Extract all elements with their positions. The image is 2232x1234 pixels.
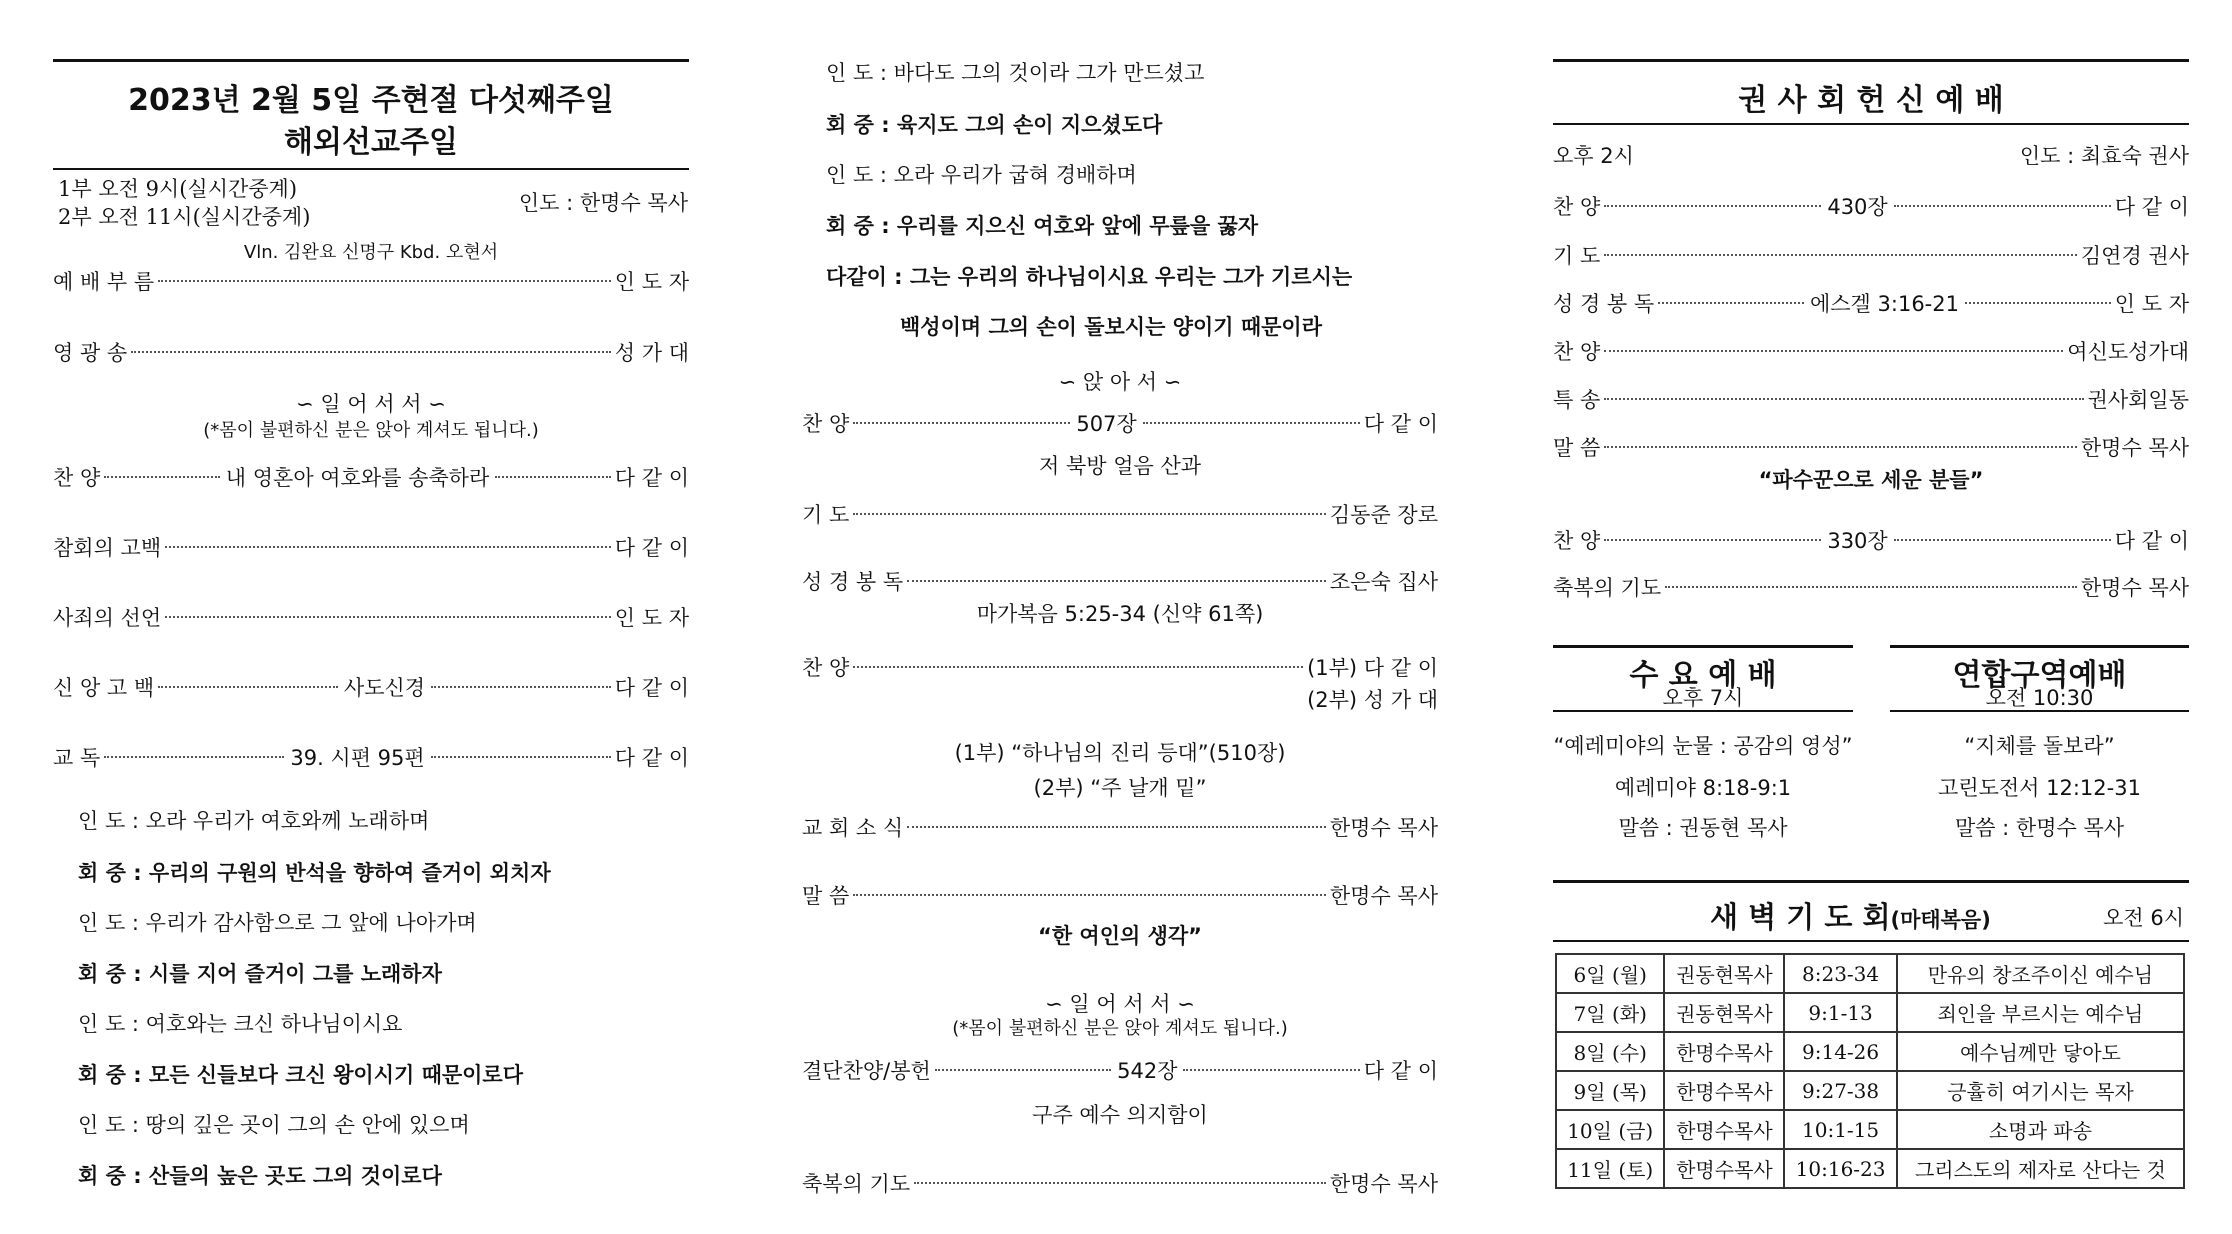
order-row (1553, 336, 2189, 366)
wed-service-time: 오후 7시 (1662, 686, 1744, 710)
responsive-reading-line: 인 도 : 우리가 감사함으로 그 앞에 나아가며 (78, 911, 477, 935)
wed-sermon-title: “예레미야의 눈물 : 공감의 영성” (1553, 734, 1853, 758)
order-label: 기 도 (1553, 244, 1601, 268)
stand-marker: ∽ 일 어 서 서 ∽ (1045, 992, 1195, 1016)
stand-note: (*몸이 불편하신 분은 앉아 계셔도 됩니다.) (203, 420, 539, 441)
schedule-topic: 만유의 창조주이신 예수님 (1897, 954, 2184, 993)
order-person: 다 같 이 (614, 536, 689, 560)
top-rule (1553, 59, 2189, 62)
order-detail: 507장 (1076, 412, 1137, 436)
order-detail: 430장 (1827, 195, 1888, 219)
responsive-reading-line: 회 중 : 시를 지어 즐거이 그를 노래하자 (78, 962, 442, 986)
wed-rule-bottom (1553, 710, 1853, 712)
order-person: 다 같 이 (614, 676, 690, 700)
order-row (1553, 525, 2189, 555)
order-person: 성 가 대 (614, 341, 689, 365)
schedule-date: 11일 (토) (1556, 1149, 1664, 1188)
schedule-preacher: 한명수목사 (1664, 1110, 1784, 1149)
union-preacher: 말씀 : 한명수 목사 (1954, 816, 2125, 840)
order-label: 말 씀 (802, 884, 850, 908)
responsive-reading-line: 다같이 : 그는 우리의 하나님이시요 우리는 그가 기르시는 (826, 265, 1353, 289)
order-person: 다 같 이 (1363, 1059, 1439, 1083)
anthem-title-1: (1부) “하나님의 진리 등대”(510장) (954, 741, 1286, 765)
dawn-subtitle: (마태복음) (1890, 908, 1991, 932)
dedication-service-title: 권 사 회 헌 신 예 배 (1738, 83, 2004, 118)
sit-marker: ∽ 앉 아 서 ∽ (1058, 370, 1182, 394)
order-person: 한명수 목사 (1329, 816, 1438, 840)
order-detail: 사도신경 (343, 676, 426, 700)
order-person: 다 같 이 (2114, 195, 2189, 219)
order-label: 찬 양 (1553, 195, 1601, 219)
order-detail: 에스겔 3:16-21 (1809, 292, 1959, 316)
order-row (1553, 191, 2189, 221)
schedule-preacher: 권동현목사 (1664, 954, 1784, 993)
order-label: 찬 양 (802, 656, 850, 680)
union-service-title: 연합구역예배 (1952, 658, 2127, 693)
wed-service-title: 수 요 예 배 (1629, 658, 1777, 693)
dawn-schedule-table (1555, 953, 2185, 1189)
dedication-leader: 인도 : 최효숙 권사 (2019, 144, 2189, 168)
order-person: (1부) 다 같 이 (1307, 656, 1438, 680)
responsive-reading-line: 인 도 : 오라 우리가 여호와께 노래하며 (78, 809, 430, 833)
order-person: 인 도 자 (614, 270, 689, 294)
order-person: 한명수 목사 (1329, 884, 1438, 908)
order-row (1553, 240, 2189, 270)
schedule-preacher: 한명수목사 (1664, 1149, 1784, 1188)
hymn-title: 저 북방 얼음 산과 (1038, 454, 1202, 478)
order-person: 조은숙 집사 (1329, 570, 1438, 594)
order-label: 말 씀 (1553, 436, 1601, 460)
bulletin-title: 2023년 2월 5일 주현절 다섯째주일 (128, 83, 614, 118)
order-row (802, 880, 1438, 910)
wed-preacher: 말씀 : 권동현 목사 (1618, 816, 1788, 840)
responsive-reading-line: 인 도 : 오라 우리가 굽혀 경배하며 (826, 163, 1137, 187)
schedule-topic: 죄인을 부르시는 예수님 (1897, 993, 2184, 1032)
schedule-preacher: 한명수목사 (1664, 1071, 1784, 1110)
sermon-title: “파수꾼으로 세운 분들” (1758, 468, 1984, 492)
order-label: 축복의 기도 (1553, 576, 1662, 600)
order-person: 여신도성가대 (2067, 340, 2189, 364)
order-row (1553, 432, 2189, 462)
table-row (1556, 1032, 2184, 1071)
order-person: 인 도 자 (2114, 292, 2190, 316)
responsive-reading-line: 인 도 : 바다도 그의 것이라 그가 만드셨고 (826, 61, 1205, 85)
wed-scripture: 예레미야 8:18-9:1 (1614, 776, 1792, 800)
dawn-prayer-time: 오전 6시 (2103, 906, 2184, 930)
offering-hymn-title: 구주 예수 의지함이 (1032, 1103, 1208, 1127)
dawn-rule (1553, 880, 2189, 883)
order-person-2: (2부) 성 가 대 (1307, 688, 1438, 712)
title-rule (53, 168, 689, 170)
bulletin-subtitle: 해외선교주일 (284, 125, 458, 160)
responsive-reading-line: 인 도 : 땅의 깊은 곳이 그의 손 안에 있으며 (78, 1113, 470, 1137)
schedule-topic: 긍휼히 여기시는 목자 (1897, 1071, 2184, 1110)
order-person: 한명수 목사 (2080, 436, 2189, 460)
stand-marker: ∽ 일 어 서 서 ∽ (296, 392, 446, 416)
table-row (1556, 993, 2184, 1032)
order-row (1553, 288, 2189, 318)
union-service-time: 오전 10:30 (1985, 686, 2094, 710)
dawn-title-text: 새 벽 기 도 회 (1710, 900, 1891, 934)
scripture-reference: 마가복음 5:25-34 (신약 61쪽) (976, 602, 1264, 626)
table-row (1556, 1071, 2184, 1110)
responsive-reading-line: 백성이며 그의 손이 돌보시는 양이기 때문이라 (900, 315, 1322, 339)
order-person: 다 같 이 (1363, 412, 1438, 436)
schedule-scripture: 9:14-26 (1784, 1032, 1897, 1071)
schedule-date: 6일 (월) (1556, 954, 1664, 993)
responsive-reading-line: 회 중 : 우리의 구원의 반석을 향하여 즐거이 외치자 (78, 861, 551, 885)
union-rule (1890, 645, 2189, 648)
schedule-scripture: 10:1-15 (1784, 1110, 1897, 1149)
union-sermon-title: “지체를 돌보라” (1964, 734, 2115, 758)
top-rule (53, 59, 689, 62)
schedule-topic: 그리스도의 제자로 산다는 것 (1897, 1149, 2184, 1188)
order-label: 결단찬양/봉헌 (802, 1059, 931, 1083)
order-row (1553, 384, 2189, 414)
table-row (1556, 1110, 2184, 1149)
stand-note: (*몸이 불편하신 분은 앉아 계셔도 됩니다.) (952, 1018, 1288, 1039)
responsive-reading-line: 회 중 : 우리를 지으신 여호와 앞에 무릎을 꿇자 (826, 214, 1259, 238)
union-rule-bottom (1890, 710, 2189, 712)
responsive-reading-line: 인 도 : 여호와는 크신 하나님이시요 (78, 1012, 403, 1036)
schedule-date: 9일 (목) (1556, 1071, 1664, 1110)
schedule-scripture: 9:27-38 (1784, 1071, 1897, 1110)
order-row (53, 462, 689, 492)
sermon-title: “한 여인의 생각” (1038, 924, 1202, 948)
schedule-preacher: 권동현목사 (1664, 993, 1784, 1032)
wed-rule (1553, 645, 1853, 648)
order-row (802, 1055, 1438, 1085)
order-row (802, 408, 1438, 438)
anthem-title-2: (2부) “주 날개 밑” (1033, 776, 1207, 800)
schedule-date: 10일 (금) (1556, 1110, 1664, 1149)
order-label: 찬 양 (53, 466, 101, 490)
title-rule (1553, 123, 2189, 125)
order-detail: 39. 시편 95편 (290, 746, 425, 770)
order-label: 찬 양 (802, 412, 850, 436)
order-row (802, 812, 1438, 842)
order-label: 영 광 송 (53, 341, 128, 365)
table-row (1556, 1149, 2184, 1188)
schedule-scripture: 9:1-13 (1784, 993, 1897, 1032)
order-label: 특 송 (1553, 388, 1601, 412)
service-time-1: 1부 오전 9시(실시간중계) (58, 177, 298, 201)
schedule-date: 7일 (화) (1556, 993, 1664, 1032)
order-row (53, 602, 689, 632)
order-person: 인 도 자 (614, 606, 689, 630)
order-label: 기 도 (802, 503, 850, 527)
order-row (53, 532, 689, 562)
order-person: 김동준 장로 (1329, 503, 1438, 527)
schedule-scripture: 8:23-34 (1784, 954, 1897, 993)
order-person: 김연경 권사 (2080, 244, 2189, 268)
order-label: 사죄의 선언 (53, 606, 162, 630)
order-row (1553, 572, 2189, 602)
order-row (802, 652, 1438, 682)
order-detail: 542장 (1117, 1059, 1178, 1083)
order-row (53, 742, 689, 772)
order-label: 성 경 봉 독 (1553, 292, 1655, 316)
service-leader: 인도 : 한명수 목사 (518, 191, 688, 215)
order-detail: 330장 (1827, 529, 1888, 553)
order-row (802, 499, 1438, 529)
order-label: 찬 양 (1553, 340, 1601, 364)
order-label: 교 회 소 식 (802, 816, 904, 840)
dedication-time: 오후 2시 (1553, 144, 1634, 168)
order-person: 다 같 이 (2114, 529, 2189, 553)
schedule-date: 8일 (수) (1556, 1032, 1664, 1071)
schedule-scripture: 10:16-23 (1784, 1149, 1897, 1188)
table-row (1556, 954, 2184, 993)
dawn-rule-bottom (1553, 940, 2189, 942)
responsive-reading-line: 회 중 : 모든 신들보다 크신 왕이시기 때문이로다 (78, 1063, 524, 1087)
order-label: 축복의 기도 (802, 1172, 911, 1196)
order-label: 참회의 고백 (53, 536, 162, 560)
order-row (802, 1168, 1438, 1198)
service-time-2: 2부 오전 11시(실시간중계) (58, 205, 311, 229)
order-label: 성 경 봉 독 (802, 570, 904, 594)
order-person: 한명수 목사 (1329, 1172, 1438, 1196)
order-person: 다 같 이 (614, 746, 690, 770)
order-detail: 내 영혼아 여호와를 송축하라 (225, 466, 490, 490)
schedule-topic: 소명과 파송 (1897, 1110, 2184, 1149)
order-row (53, 266, 689, 296)
responsive-reading-line: 회 중 : 육지도 그의 손이 지으셨도다 (826, 113, 1163, 137)
order-person: 권사회일동 (2087, 388, 2189, 412)
order-person: 다 같 이 (614, 466, 689, 490)
dawn-prayer-title (1710, 895, 1991, 936)
order-row (53, 337, 689, 367)
schedule-preacher: 한명수목사 (1664, 1032, 1784, 1071)
responsive-reading-line: 회 중 : 산들의 높은 곳도 그의 것이로다 (78, 1164, 442, 1188)
order-label: 예 배 부 름 (53, 270, 155, 294)
instrumentalists: Vln. 김완요 신명구 Kbd. 오현서 (243, 242, 499, 263)
order-person: 한명수 목사 (2080, 576, 2189, 600)
order-label: 찬 양 (1553, 529, 1601, 553)
order-label: 신 앙 고 백 (53, 676, 155, 700)
order-row (802, 566, 1438, 596)
order-row (53, 672, 689, 702)
union-scripture: 고린도전서 12:12-31 (1938, 776, 2141, 800)
schedule-topic: 예수님께만 닿아도 (1897, 1032, 2184, 1071)
order-label: 교 독 (53, 746, 101, 770)
